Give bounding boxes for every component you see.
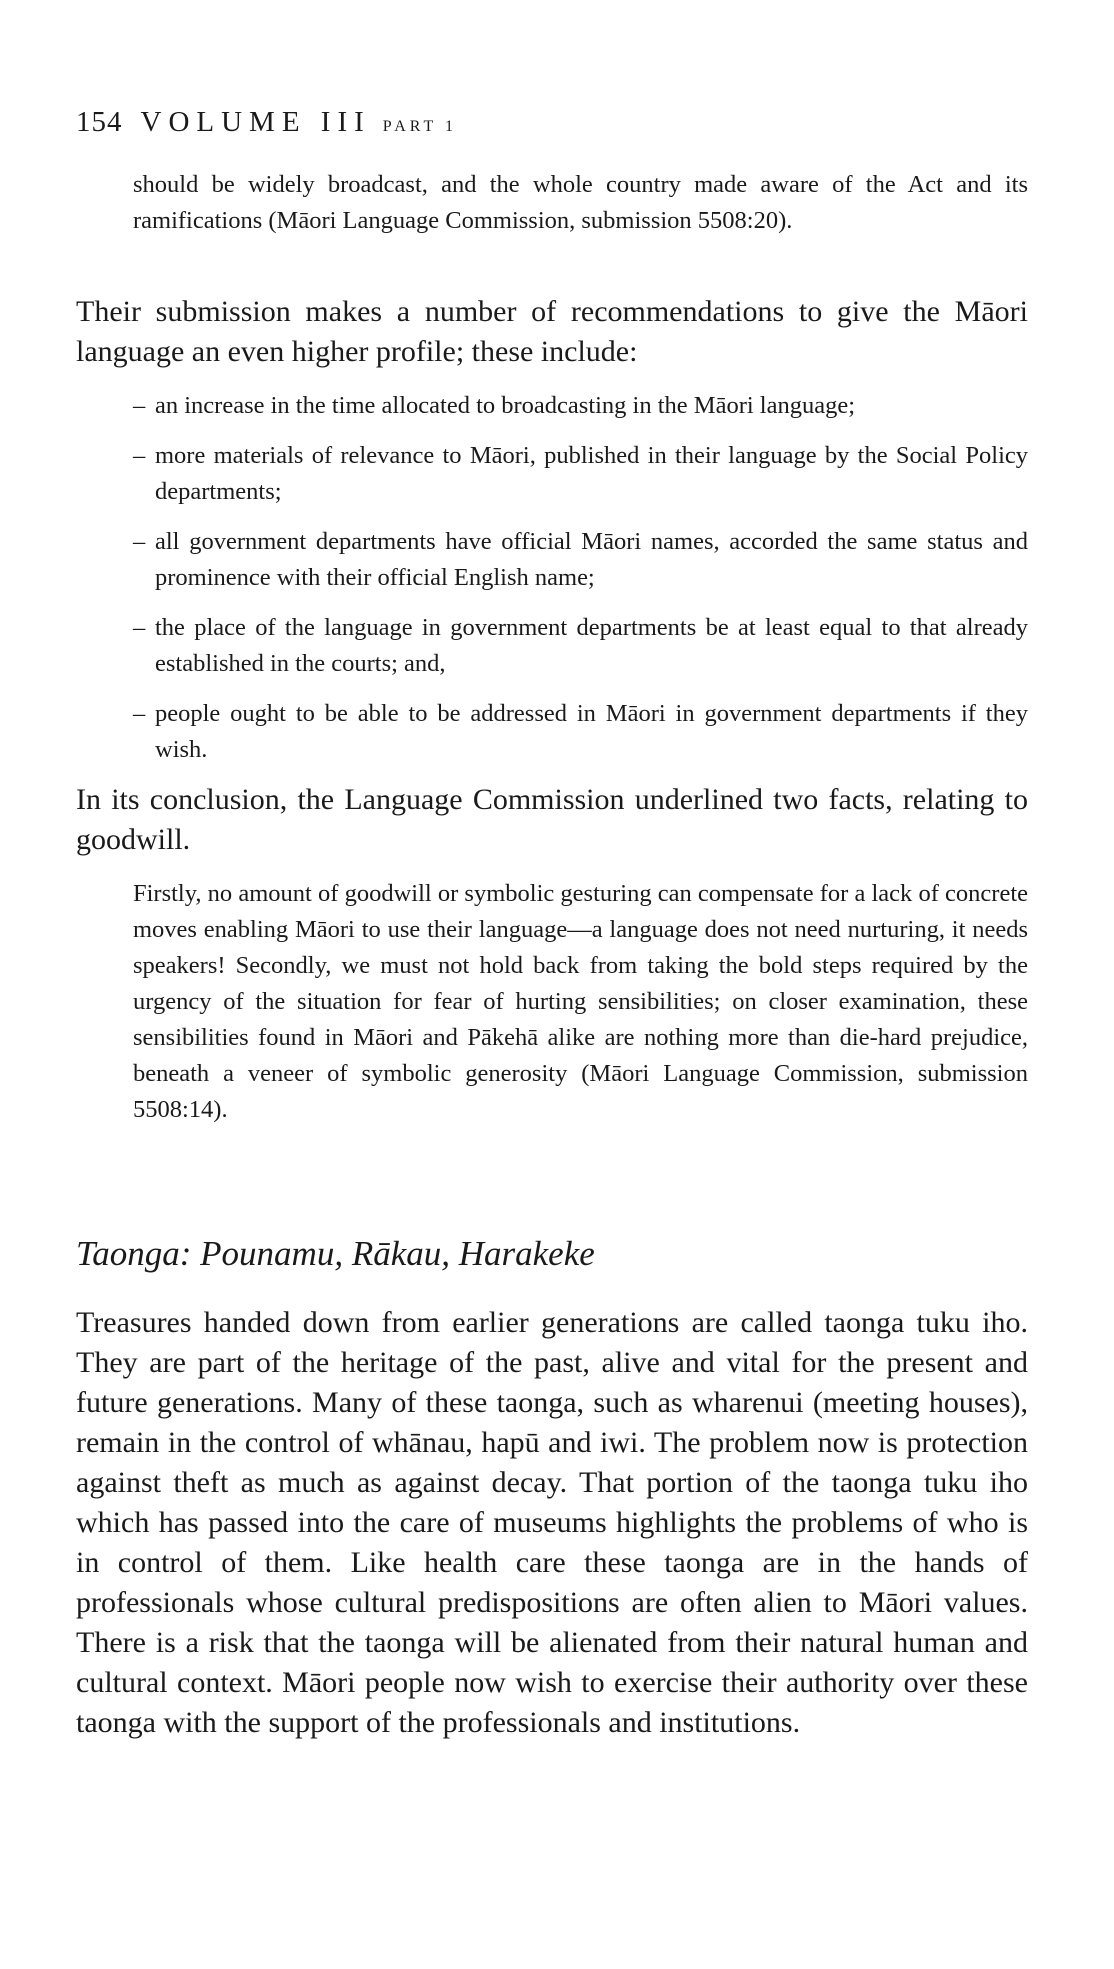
paragraph-conclusion: In its conclusion, the Language Commission underlined two facts, relating to goodwill. xyxy=(76,783,1028,856)
recommendations-list xyxy=(133,388,1028,782)
list-item xyxy=(133,696,1028,768)
bullet-dash: – xyxy=(133,442,146,469)
list-item-text: people ought to be able to be addressed in Māori in government departments if they wish. xyxy=(155,700,1028,763)
page-number: 154 xyxy=(76,106,123,138)
list-item-text: the place of the language in government departments be at least equal to that already established in the courts; and, xyxy=(155,614,1028,677)
block-quote-conclusion: Firstly, no amount of goodwill or symbolic gesturing can compensate for a lack of concrete moves enabling Māori to use their language—a language does not need nurturing, it needs speakers! Secondly, we must not hold back from taking the bold steps required by the urgency of the situation for fear of hurting sensibilities; on closer examination, these sensibilities found in Māori and Pākehā alike are nothing more than die-hard prejudice, beneath a veneer of symbolic generosity (Māori Language Commission, submission 5508:14). xyxy=(133,880,1028,1123)
bullet-dash: – xyxy=(133,528,146,555)
list-item xyxy=(133,438,1028,510)
paragraph-recommendations-intro: Their submission makes a number of recommendations to give the Māori language an even higher profile; these include: xyxy=(76,295,1028,368)
running-head xyxy=(76,106,457,139)
bullet-dash: – xyxy=(133,614,146,641)
list-item xyxy=(133,524,1028,596)
section-body-paragraph: Treasures handed down from earlier generations are called taonga tuku iho. They are part of the heritage of the past, alive and vital for the present and future generations. Many of these taonga, such as wharenui (meeting houses), remain in the control of whānau, hapū and iwi. The problem now is protection against theft as much as against decay. That portion of the taonga tuku iho which has passed into the care of museums highlights the problems of who is in control of them. Like health care these taonga are in the hands of professionals whose cultural predispositions are often alien to Māori values. There is a risk that the taonga will be alienated from their natural human and cultural context. Māori people now wish to exercise their authority over these taonga with the support of the professionals and institutions. xyxy=(76,1306,1028,1739)
list-item xyxy=(133,388,1028,424)
block-quote-continued: should be widely broadcast, and the whole country made aware of the Act and its ramifications (Māori Language Commission, submission 5508:20). xyxy=(133,171,1028,234)
bullet-dash: – xyxy=(133,392,146,419)
list-item-text: an increase in the time allocated to broadcasting in the Māori language; xyxy=(155,392,856,419)
list-item-text: all government departments have official Māori names, accorded the same status and prominence with their official English name; xyxy=(155,528,1028,591)
section-heading: Taonga: Pounamu, Rākau, Harakeke xyxy=(76,1234,595,1273)
volume-label: VOLUME III xyxy=(140,106,371,138)
bullet-dash: – xyxy=(133,700,146,727)
list-item-text: more materials of relevance to Māori, published in their language by the Social Policy departments; xyxy=(155,442,1028,505)
list-item xyxy=(133,610,1028,682)
part-label: PART 1 xyxy=(382,118,457,135)
